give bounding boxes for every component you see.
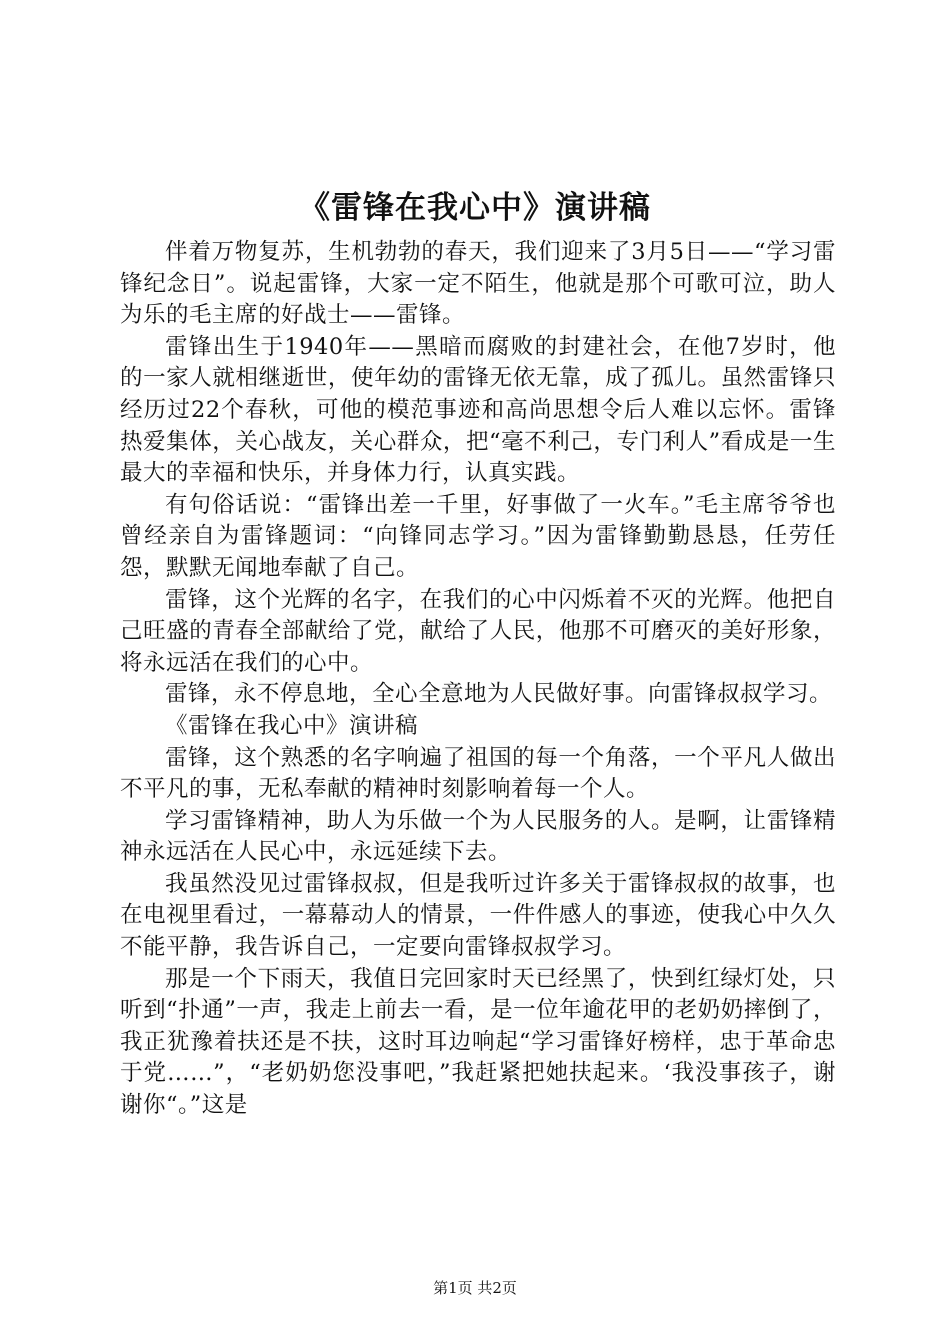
section-heading: 《雷锋在我心中》演讲稿 — [165, 712, 419, 739]
paragraph: 雷锋，这个熟悉的名字响遍了祖国的每一个角落，一个平凡人做出不平凡的事，无私奉献的精神时刻影响着每一个人。 — [120, 744, 836, 803]
paragraph: 我虽然没见过雷锋叔叔，但是我听过许多关于雷锋叔叔的故事，也在电视里看过，一幕幕动人的情景，一件件感人的事迹，使我心中久久不能平静，我告诉自己，一定要向雷锋叔叔学习。 — [120, 870, 836, 961]
paragraph: 伴着万物复苏，生机勃勃的春天，我们迎来了3月5日——“学习雷锋纪念日”。说起雷锋，大家一定不陌生，他就是那个可歌可泣，助人为乐的毛主席的好战士——雷锋。 — [120, 239, 836, 329]
paragraph: 雷锋出生于1940年——黑暗而腐败的封建社会，在他7岁时，他的一家人就相继逝世，使年幼的雷锋无依无靠，成了孤儿。虽然雷锋只经历过22个春秋，可他的模范事迹和高尚思想令后人难以忘怀。雷锋热爱集体，关心战友，关心群众，把“毫不利己，专门利人”看成是一生最大的幸福和快乐，并身体力行，认真实践。 — [120, 333, 836, 487]
paragraph: 有句俗话说：“雷锋出差一千里，好事做了一火车。”毛主席爷爷也曾经亲自为雷锋题词：“向锋同志学习。”因为雷锋勤勤恳恳，任劳任怨，默默无闻地奉献了自己。 — [120, 491, 836, 581]
paragraph: 那是一个下雨天，我值日完回家时天已经黑了，快到红绿灯处，只听到“扑通”一声，我走上前去一看，是一位年逾花甲的老奶奶摔倒了，我正犹豫着扶还是不扶，这时耳边响起“学习雷锋好榜样，忠于革命忠于党……”，“老奶奶您没事吧，”我赶紧把她扶起来。‘我没事孩子，谢谢你“。”这是 — [120, 965, 836, 1119]
paragraph: 雷锋，这个光辉的名字，在我们的心中闪烁着不灭的光辉。他把自己旺盛的青春全部献给了党，献给了人民，他那不可磨灭的美好形象，将永远活在我们的心中。 — [120, 586, 836, 676]
paragraph: 学习雷锋精神，助人为乐做一个为人民服务的人。是啊，让雷锋精神永远活在人民心中，永远延续下去。 — [120, 807, 836, 866]
paragraph: 雷锋，永不停息地，全心全意地为人民做好事。向雷锋叔叔学习。 — [165, 681, 833, 708]
document-title: 《雷锋在我心中》演讲稿 — [299, 190, 651, 226]
page-footer: 第1页 共2页 — [433, 1279, 517, 1297]
document-body — [120, 237, 836, 1122]
